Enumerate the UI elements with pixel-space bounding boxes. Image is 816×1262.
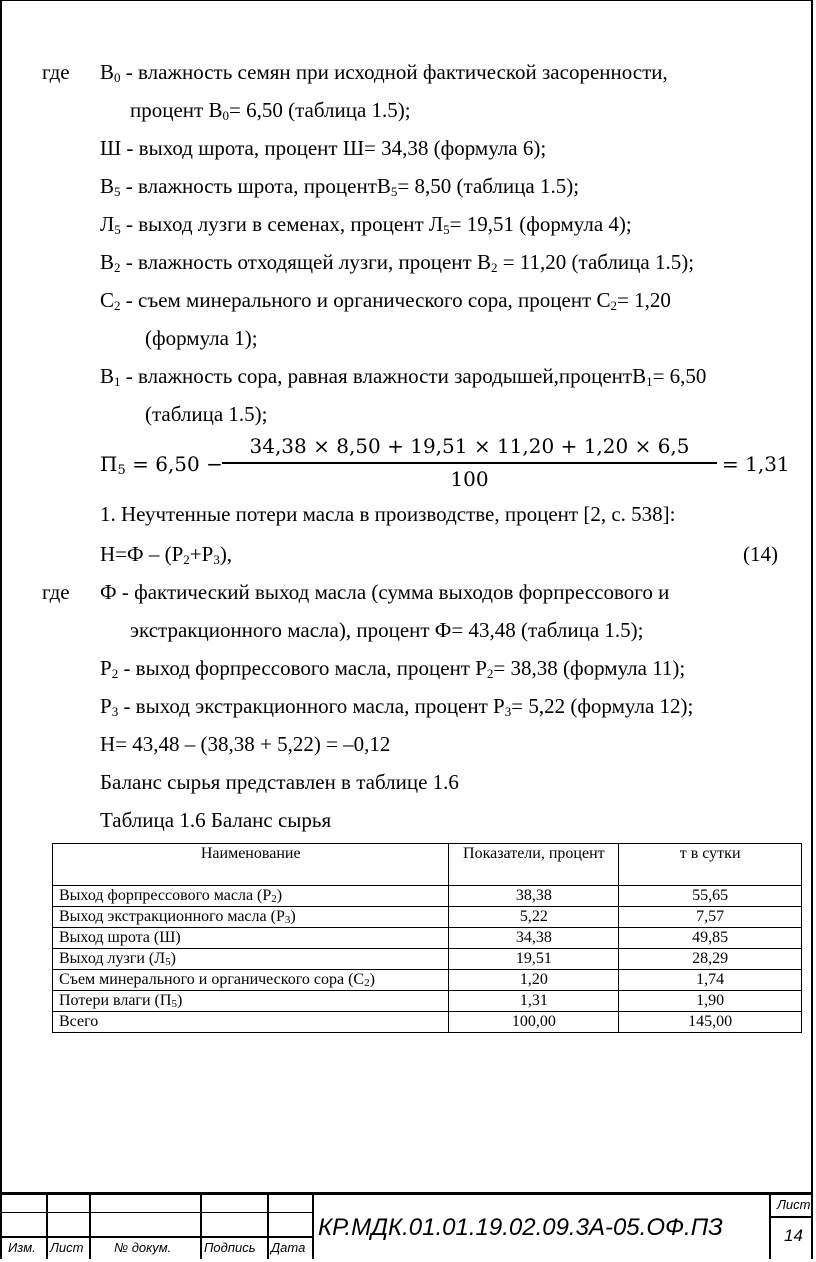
sheet-cell-divider — [770, 1216, 813, 1218]
sheet-label: Лист — [777, 1197, 811, 1212]
row-name: Потери влаги $(П_5)$ — [53, 991, 449, 1012]
row-percent: 5,22 — [449, 907, 619, 928]
stamp-col-divider — [312, 1192, 314, 1259]
title-block — [0, 1192, 813, 1259]
stamp-label-dokum: № докум. — [114, 1240, 172, 1255]
balance-table — [52, 843, 802, 1033]
stamp-col-divider — [267, 1192, 269, 1259]
row-percent: 1,20 — [449, 970, 619, 991]
row-percent: 38,38 — [449, 886, 619, 907]
stamp-col-divider — [89, 1192, 91, 1259]
def-b5: $В_5$ - влажность шрота, процентВ$_5$= 8,50 (таблица 1.5); — [100, 174, 580, 199]
h-formula: $Н=Ф - (Р_2+Р_3)$, — [100, 542, 233, 567]
sheet-number: 14 — [784, 1226, 803, 1245]
row-tons: 7,57 — [619, 907, 802, 928]
def-f: Ф - фактический выход масла (сумма выходов форпрессового и — [100, 580, 670, 604]
h-calculation: Н= 43,48 – (38,38 + 5,22) = –0,12 — [100, 732, 391, 756]
def-b0: $В_0$ - влажность семян при исходной фактической засоренности, — [100, 60, 668, 85]
equation-number: (14) — [743, 542, 778, 566]
table-row — [53, 970, 802, 991]
row-percent: 19,51 — [449, 949, 619, 970]
def-p2: $Р_2$ - выход форпрессового масла, процент $Р_2= 38,38$ (формула 11); — [100, 656, 686, 681]
item-1-heading: 1. Неучтенные потери масла в производстве, процент [2, с. 538]: — [100, 502, 676, 526]
table-row — [53, 928, 802, 949]
formula-numerator: 34,38 × 8,50 + 19,51 × 11,20 + 1,20 × 6,5 — [249, 434, 690, 458]
def-f-cont: экстракционного масла), процент Ф= 43,48 (таблица 1.5); — [130, 618, 644, 642]
where-label: где — [42, 60, 70, 84]
where-label-2: где — [42, 580, 70, 604]
row-tons: 28,29 — [619, 949, 802, 970]
table-header-row — [53, 844, 802, 886]
row-percent: 1,31 — [449, 991, 619, 1012]
header-tons: т в сутки — [619, 844, 802, 886]
row-percent: 34,38 — [449, 928, 619, 949]
header-name: Наименование — [53, 844, 449, 886]
row-tons: 145,00 — [619, 1012, 802, 1033]
row-name: Выход лузги $(Л_5)$ — [53, 949, 449, 970]
def-c2-cont: (формула 1); — [145, 326, 258, 350]
def-p3: $Р_3$ - выход экстракционного масла, процент $Р_3= 5,22$ (формула 12); — [100, 694, 694, 719]
row-tons: 49,85 — [619, 928, 802, 949]
def-l5: $Л_5$ - выход лузги в семенах, процент $Л_5= 19,51$ (формула 4); — [100, 212, 632, 237]
row-tons: 55,65 — [619, 886, 802, 907]
table-row — [53, 949, 802, 970]
def-sh: Ш - выход шрота, процент Ш= 34,38 (формула 6); — [100, 136, 547, 160]
row-tons: 1,74 — [619, 970, 802, 991]
stamp-col-divider — [200, 1192, 202, 1259]
table-row — [53, 886, 802, 907]
table-total-row — [53, 1012, 802, 1033]
formula-fraction — [222, 432, 717, 492]
table-row — [53, 907, 802, 928]
document-code: КР.МДК.01.01.19.02.09.3А-05.ОФ.ПЗ — [318, 1214, 723, 1241]
def-b1: $В_1$ - влажность сора, равная влажности зародышей,процентВ$_1$= 6,50 — [100, 364, 707, 389]
row-name: Всего — [53, 1012, 449, 1033]
def-b0-cont: процент $В_0= 6,50$ (таблица 1.5); — [130, 98, 411, 123]
def-c2: $С_2$ - съем минерального и органического сора, процент $С_2= 1,20$ — [100, 288, 671, 313]
stamp-top-border — [0, 1192, 813, 1195]
def-b1-cont: (таблица 1.5); — [145, 402, 268, 426]
row-percent: 100,00 — [449, 1012, 619, 1033]
formula-denominator: 100 — [450, 467, 489, 491]
header-percent: Показатели, процент — [449, 844, 619, 886]
balance-intro: Баланс сырья представлен в таблице 1.6 — [100, 770, 459, 794]
table-row — [53, 991, 802, 1012]
stamp-label-list: Лист — [50, 1240, 84, 1255]
def-b2: $В_2$ - влажность отходящей лузги, процент $В_2 = 11,20$ (таблица 1.5); — [100, 250, 695, 275]
stamp-col-divider — [769, 1192, 771, 1259]
stamp-label-podpis: Подпись — [204, 1240, 256, 1255]
row-name: Выход экстракционного масла $(Р_3)$ — [53, 907, 449, 928]
table-caption: Таблица 1.6 Баланс сырья — [100, 808, 332, 832]
stamp-col-divider — [46, 1192, 48, 1259]
stamp-label-izm: Изм. — [8, 1240, 36, 1255]
formula-lhs: $П_5 = 6,50$ − — [100, 452, 223, 478]
row-name: Съем минерального и органического сора $(С_2)$ — [53, 970, 449, 991]
row-name: Выход форпрессового масла $(Р_2)$ — [53, 886, 449, 907]
formula-result: = 1,31 — [722, 452, 790, 476]
row-tons: 1,90 — [619, 991, 802, 1012]
fraction-bar — [222, 462, 717, 464]
stamp-label-data: Дата — [271, 1240, 306, 1255]
row-name: Выход шрота (Ш) — [53, 928, 449, 949]
moisture-loss-formula — [100, 432, 790, 496]
